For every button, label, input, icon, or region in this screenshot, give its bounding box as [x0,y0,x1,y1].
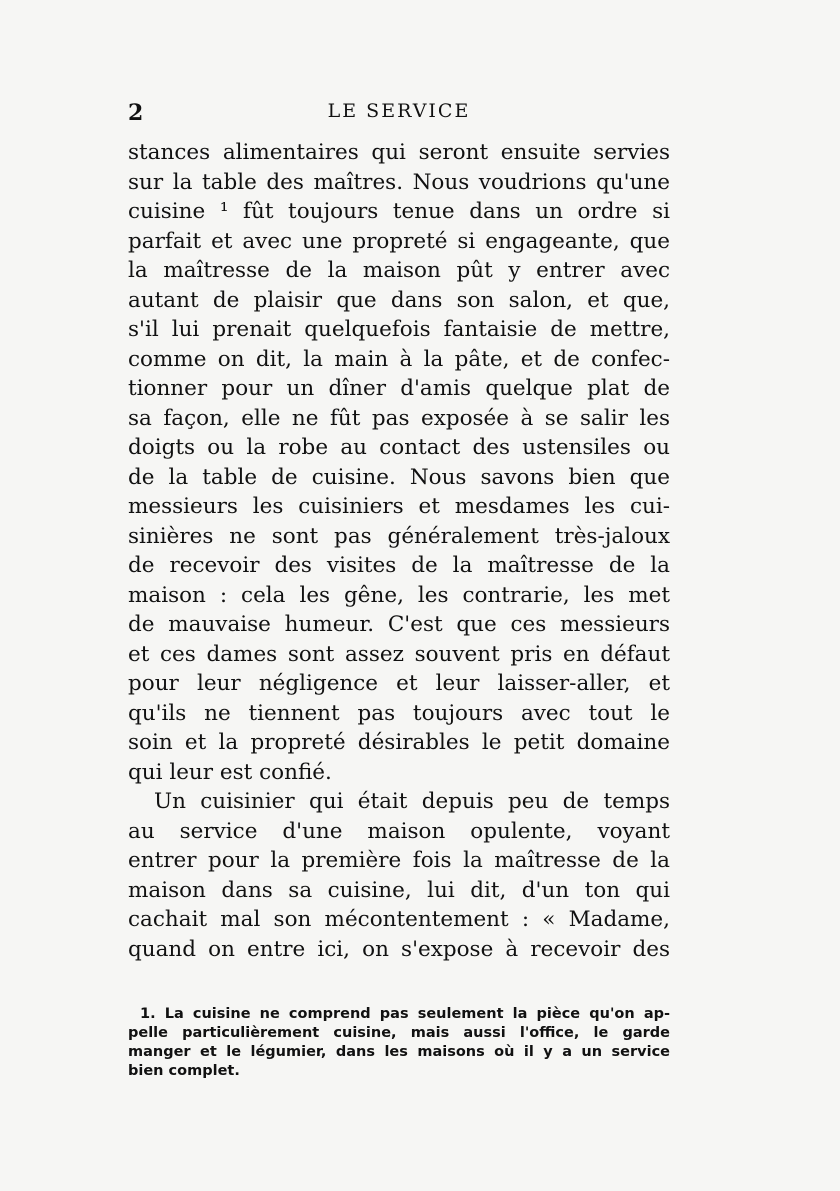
footnote [128,1005,670,1081]
text-line: soin et la propreté désirables le petit domaine [128,730,670,755]
text-line: de la table de cuisine. Nous savons bien que [128,464,670,490]
text-line: sa façon, elle ne fût pas exposée à se salir les [128,405,670,431]
text-line: pour leur négligence et leur laisser-aller, et [128,671,670,696]
text-line: maison dans sa cuisine, lui dit, d'un ton qui [128,877,670,903]
text-line: la maîtresse de la maison pût y entrer avec [128,258,670,283]
text-line: qu'ils ne tiennent pas toujours avec tout le [128,700,670,726]
footnote-line: bien complet. [128,1063,240,1079]
text-line: de mauvaise humeur. C'est que ces messieurs [128,612,670,637]
text-line: s'il lui prenait quelquefois fantaisie de mettre, [128,317,670,342]
text-line: maison : cela les gêne, les contrarie, les met [128,582,670,608]
text-line: et ces dames sont assez souvent pris en défaut [128,641,670,667]
text-line: comme on dit, la main à la pâte, et de confec- [128,346,670,372]
text-line: cuisine ¹ fût toujours tenue dans un ordre si [128,199,670,224]
text-line: sinières ne sont pas généralement très-jaloux [128,523,670,549]
page-header [128,100,670,130]
text-line: doigts ou la robe au contact des ustensiles ou [128,435,670,460]
paragraph-start-line: Un cuisinier qui était depuis peu de temps [154,789,670,814]
text-line: entrer pour la première fois la maîtresse de la [128,848,670,873]
text-line: sur la table des maîtres. Nous voudrions qu'une [128,169,670,195]
footnote-line: manger et le légumier, dans les maisons où il y a un service [128,1044,670,1060]
text-line: au service d'une maison opulente, voyant [128,818,670,844]
text-line: stances alimentaires qui seront ensuite servies [128,140,670,165]
text-line: parfait et avec une propreté si engageante, que [128,228,670,254]
text-line: qui leur est confié. [128,759,332,785]
text-line: de recevoir des visites de la maîtresse de la [128,553,670,578]
footnote-line: 1. La cuisine ne comprend pas seulement la pièce qu'on ap- [140,1006,670,1022]
page-number: 2 [128,100,144,126]
footnote-line: pelle particulièrement cuisine, mais aussi l'office, le garde [128,1025,670,1041]
text-line: tionner pour un dîner d'amis quelque plat de [128,376,670,401]
text-line: autant de plaisir que dans son salon, et que, [128,287,670,313]
text-line: cachait mal son mécontentement : « Madame, [128,907,670,932]
body-text [128,138,670,964]
text-line: messieurs les cuisiniers et mesdames les cui- [128,494,670,519]
running-title: LE SERVICE [327,100,471,122]
text-line: quand on entre ici, on s'expose à recevoir des [128,936,670,962]
